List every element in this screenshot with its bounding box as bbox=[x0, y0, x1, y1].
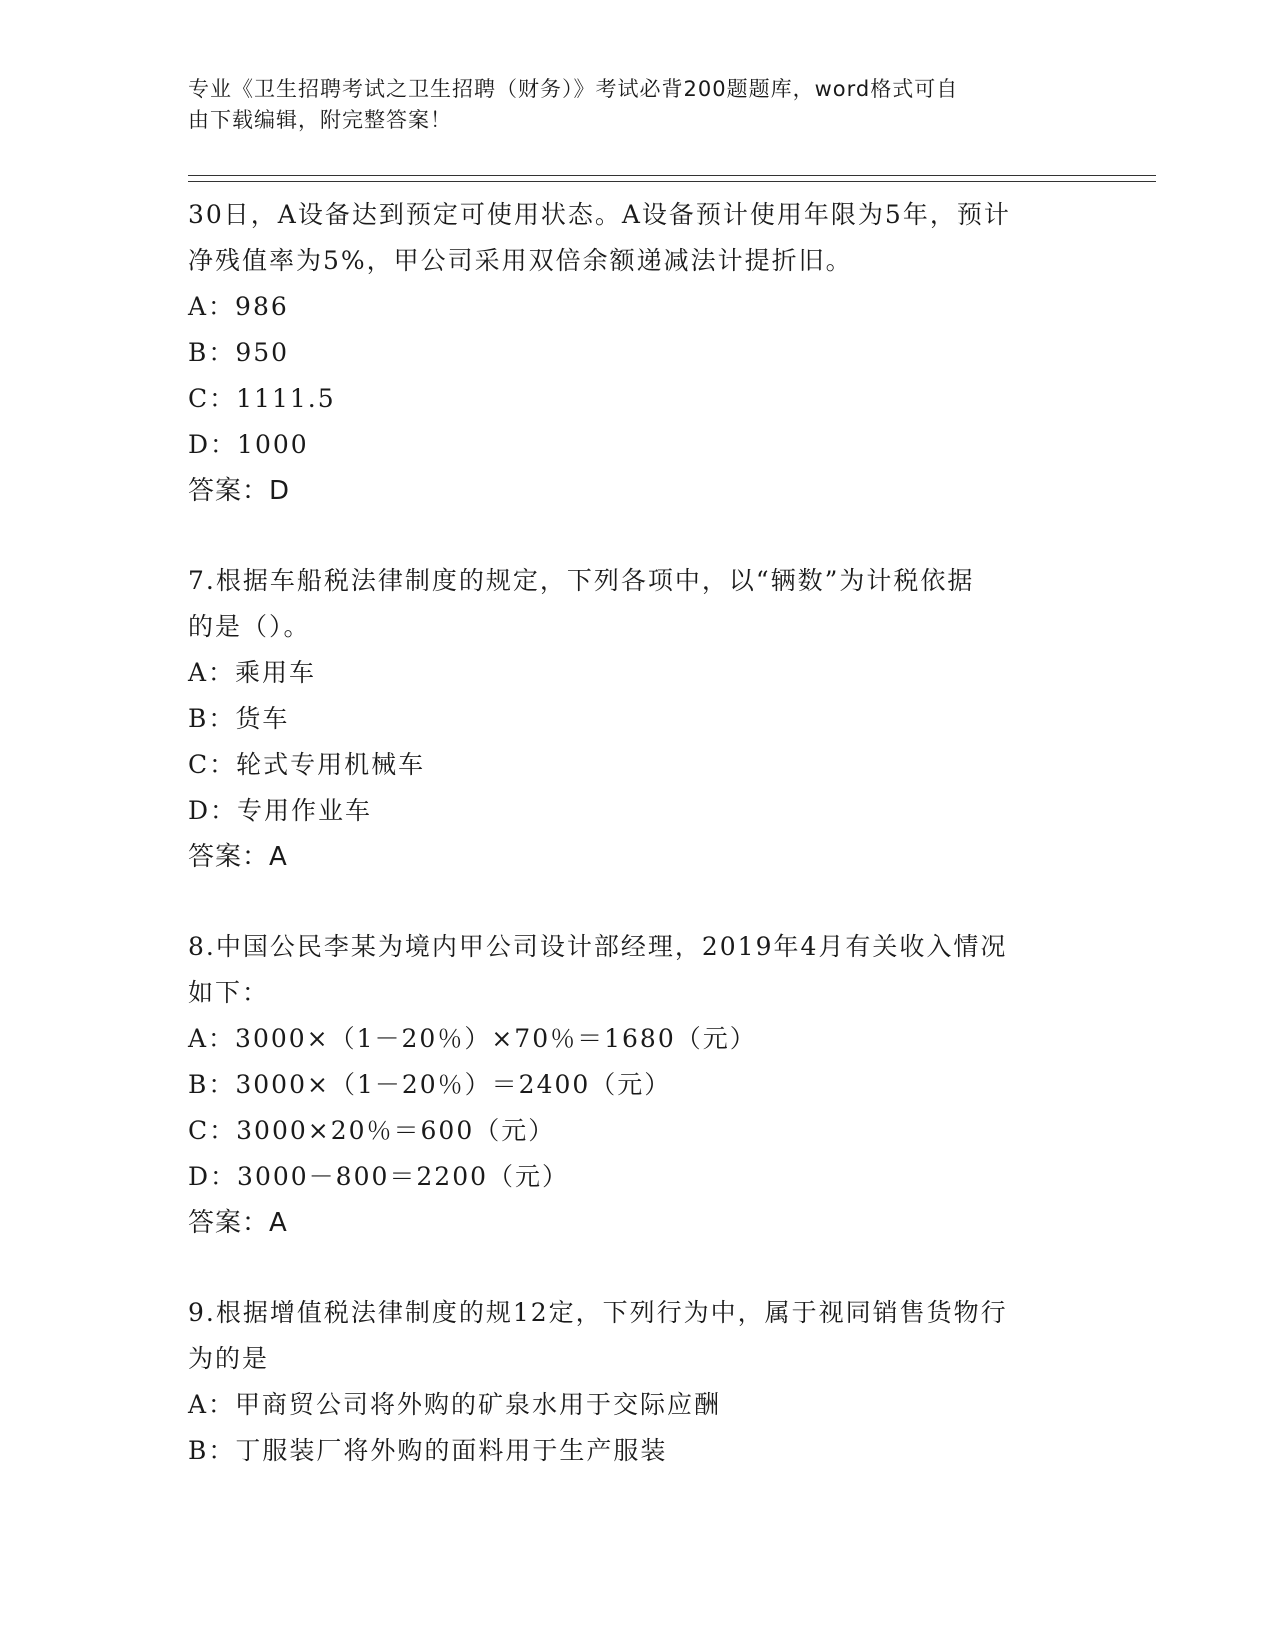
spacer bbox=[188, 514, 1088, 558]
question-stem: 为的是 bbox=[188, 1344, 270, 1373]
option-d: D：1000 bbox=[188, 430, 309, 459]
option-a: A：乘用车 bbox=[188, 658, 317, 687]
answer-label: 答案：A bbox=[188, 842, 288, 872]
spacer bbox=[188, 880, 1088, 924]
answer-label: 答案：A bbox=[188, 1208, 288, 1238]
option-d: D：3000－800＝2200（元） bbox=[188, 1162, 570, 1191]
question-6 bbox=[188, 192, 1088, 514]
option-a: A：986 bbox=[188, 292, 289, 321]
question-7 bbox=[188, 558, 1088, 880]
option-b: B：丁服装厂将外购的面料用于生产服装 bbox=[188, 1436, 668, 1465]
option-b: B：货车 bbox=[188, 704, 290, 733]
header-line-2: 由下载编辑，附完整答案！ bbox=[188, 108, 452, 132]
question-stem: 的是（）。 bbox=[188, 612, 311, 641]
answer-label: 答案：D bbox=[188, 476, 291, 506]
option-b: B：950 bbox=[188, 338, 290, 367]
option-c: C：3000×20％＝600（元） bbox=[188, 1116, 556, 1145]
question-stem: 8.中国公民李某为境内甲公司设计部经理，2019年4月有关收入情况 bbox=[188, 932, 1008, 961]
question-stem: 30日，A设备达到预定可使用状态。A设备预计使用年限为5年，预计 bbox=[188, 200, 1011, 229]
question-9 bbox=[188, 1290, 1088, 1474]
option-a: A：甲商贸公司将外购的矿泉水用于交际应酬 bbox=[188, 1390, 722, 1419]
question-8 bbox=[188, 924, 1088, 1246]
option-b: B：3000×（1－20％）＝2400（元） bbox=[188, 1070, 672, 1099]
document-body bbox=[188, 192, 1088, 1474]
header-divider-top bbox=[188, 175, 1156, 176]
question-stem: 7.根据车船税法律制度的规定，下列各项中，以“辆数”为计税依据 bbox=[188, 566, 975, 595]
document-header bbox=[188, 74, 1068, 136]
question-stem: 净残值率为5%，甲公司采用双倍余额递减法计提折旧。 bbox=[188, 246, 853, 275]
header-line-1: 专业《卫生招聘考试之卫生招聘（财务）》考试必背200题题库，word格式可自 bbox=[188, 77, 959, 101]
spacer bbox=[188, 1246, 1088, 1290]
question-stem: 9.根据增值税法律制度的规12定，下列行为中，属于视同销售货物行 bbox=[188, 1298, 1008, 1327]
option-c: C：轮式专用机械车 bbox=[188, 750, 426, 779]
header-divider-bottom bbox=[188, 181, 1156, 182]
option-a: A：3000×（1－20％）×70％＝1680（元） bbox=[188, 1024, 757, 1053]
question-stem: 如下： bbox=[188, 978, 270, 1007]
option-c: C：1111.5 bbox=[188, 384, 336, 413]
option-d: D：专用作业车 bbox=[188, 796, 373, 825]
